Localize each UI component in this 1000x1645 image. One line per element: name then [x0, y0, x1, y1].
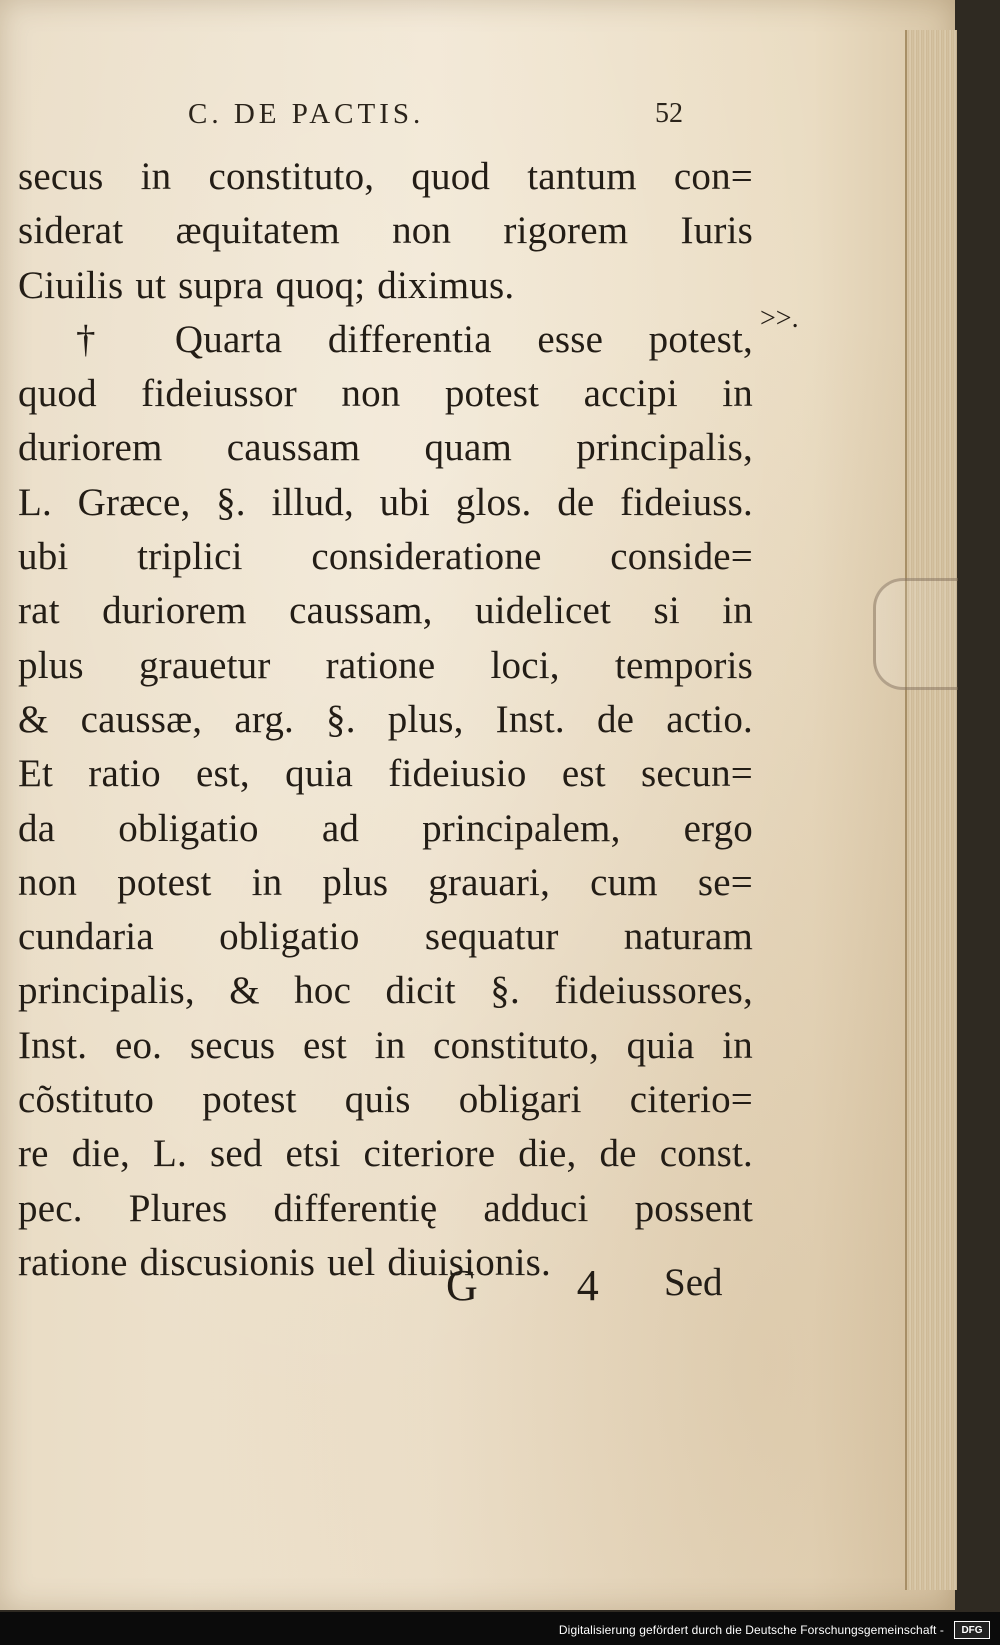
- text-block: [18, 150, 753, 1290]
- text-line-11: & caussæ, arg. §. plus, Inst. de actio.: [18, 697, 753, 741]
- text-line-3: Ciuilis ut supra quoq; diximus.: [18, 263, 515, 307]
- book-page-edges: [905, 30, 957, 1590]
- margin-note: >>.: [760, 303, 799, 334]
- text-line-2: siderat æquitatem non rigorem Iuris: [18, 209, 753, 253]
- text-line-17: Inst. eo. secus est in constituto, quia in: [18, 1023, 753, 1067]
- digitization-credit: Digitalisierung gefördert durch die Deutsche Forschungsgemeinschaft -: [558, 1623, 944, 1637]
- text-line-15: cundaria obligatio sequatur naturam: [18, 915, 753, 959]
- text-line-7: L. Græce, §. illud, ubi glos. de fideiuss.: [18, 480, 753, 524]
- page-clip: [873, 578, 958, 690]
- text-line-10: plus grauetur ratione loci, temporis: [18, 643, 753, 687]
- catchword: Sed: [664, 1261, 723, 1304]
- text-line-9: rat duriorem caussam, uidelicet si in: [18, 589, 753, 633]
- text-line-6: duriorem caussam quam principalis,: [18, 426, 753, 470]
- text-line-1: secus in constituto, quod tantum con=: [18, 155, 753, 198]
- text-line-16: principalis, & hoc dicit §. fideiussores,: [18, 969, 753, 1013]
- folio-number: 52: [655, 98, 683, 129]
- text-line-14: non potest in plus grauari, cum se=: [18, 860, 753, 904]
- text-line-13: da obligatio ad principalem, ergo: [18, 806, 753, 850]
- text-line-4: † Quarta differentia esse potest,: [76, 317, 753, 361]
- text-line-20: pec. Plures differentię adduci possent: [18, 1186, 753, 1230]
- text-line-5: quod fideiussor non potest accipi in: [18, 372, 753, 416]
- text-line-18: cõstituto potest quis obligari citerio=: [18, 1078, 753, 1122]
- signature-mark: G 4: [446, 1261, 643, 1310]
- dfg-logo: DFG: [954, 1621, 990, 1639]
- page-title: C. DE PACTIS.: [188, 98, 425, 130]
- credit-bar: [0, 1612, 1000, 1645]
- text-line-21: ratione discusionis uel diuisionis.: [18, 1240, 551, 1284]
- text-line-12: Et ratio est, quia fideiusio est secun=: [18, 752, 753, 796]
- footer-marks: [0, 1260, 905, 1310]
- text-line-19: re die, L. sed etsi citeriore die, de const.: [18, 1132, 753, 1176]
- text-line-8: ubi triplici consideratione conside=: [18, 535, 753, 579]
- running-head: [0, 98, 905, 138]
